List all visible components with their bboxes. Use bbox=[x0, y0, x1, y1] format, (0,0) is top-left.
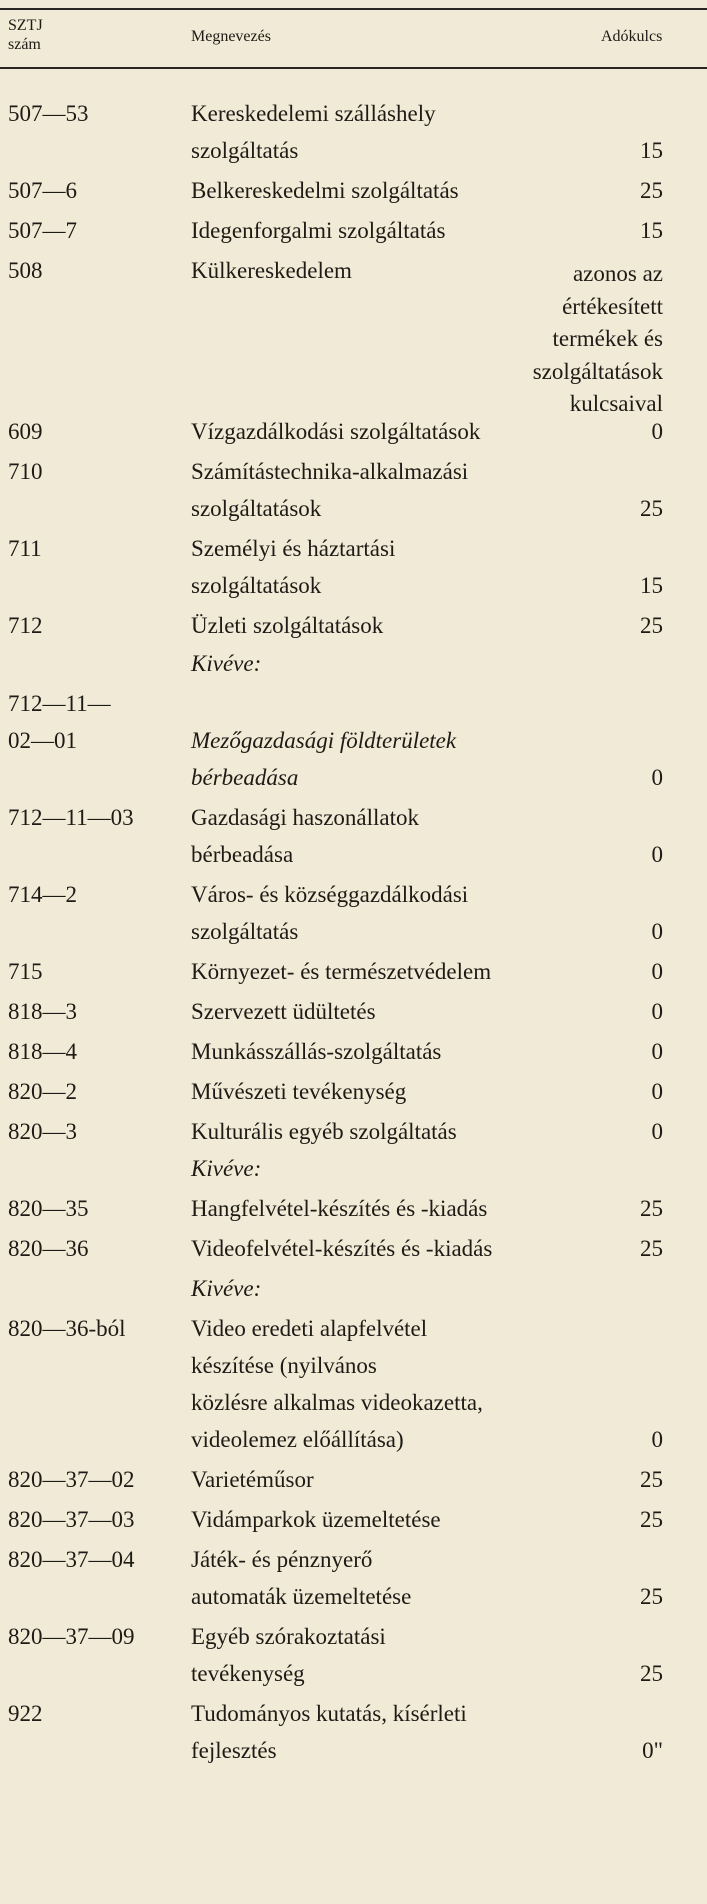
table-row bbox=[0, 1270, 707, 1310]
table-row bbox=[0, 913, 707, 953]
row-code: 715 bbox=[8, 959, 43, 984]
row-rate: 15 bbox=[640, 138, 663, 163]
row-name: videolemez előállítása) bbox=[191, 1427, 404, 1452]
header-code: SZTJ szám bbox=[8, 17, 43, 53]
table-row bbox=[0, 1618, 707, 1658]
row-rate: 15 bbox=[640, 573, 663, 598]
row-name: Kereskedelemi szálláshely bbox=[191, 101, 436, 126]
header-rule bbox=[0, 67, 707, 69]
row-name: Szervezett üdültetés bbox=[191, 999, 376, 1024]
table-row bbox=[0, 1113, 707, 1153]
table-row bbox=[0, 1655, 707, 1695]
row-name: fejlesztés bbox=[191, 1738, 277, 1763]
table-row bbox=[0, 453, 707, 493]
row-rate: 25 bbox=[640, 1196, 663, 1221]
table-row bbox=[0, 1073, 707, 1113]
row-rate: 0 bbox=[651, 1119, 663, 1144]
row-name: szolgáltatások bbox=[191, 573, 322, 598]
row-rate: 0 bbox=[651, 1427, 663, 1452]
row-code: 507—7 bbox=[8, 218, 77, 243]
row-code: 818—4 bbox=[8, 1039, 77, 1064]
table-row bbox=[0, 1347, 707, 1387]
row-code: 820—37—03 bbox=[8, 1507, 135, 1532]
row-name: Játék- és pénznyerő bbox=[191, 1547, 373, 1572]
row-rate: 0 bbox=[651, 919, 663, 944]
rate-line: termékek és bbox=[552, 326, 663, 351]
row-name: Környezet- és természetvédelem bbox=[191, 959, 492, 984]
row-name: Város- és községgazdálkodási bbox=[191, 882, 469, 907]
table-row bbox=[0, 1190, 707, 1230]
table-row bbox=[0, 836, 707, 876]
row-name: szolgáltatás bbox=[191, 919, 299, 944]
row-name: Gazdasági haszonállatok bbox=[191, 805, 419, 830]
row-name: Vidámparkok üzemeltetése bbox=[191, 1507, 441, 1532]
table-row bbox=[0, 172, 707, 212]
row-code: 714—2 bbox=[8, 882, 77, 907]
row-code: 711 bbox=[8, 536, 42, 561]
row-name: Idegenforgalmi szolgáltatás bbox=[191, 218, 446, 243]
row-rate: 25 bbox=[640, 178, 663, 203]
table-row bbox=[0, 1501, 707, 1541]
row-rate: 0 bbox=[651, 765, 663, 790]
table-row bbox=[0, 1732, 707, 1772]
table-row bbox=[0, 1695, 707, 1735]
row-name: Külkereskedelem bbox=[191, 258, 352, 283]
row-code: 922 bbox=[8, 1701, 43, 1726]
row-rate: 15 bbox=[640, 218, 663, 243]
row-name: Művészeti tevékenység bbox=[191, 1079, 407, 1104]
table-row bbox=[0, 799, 707, 839]
header-name: Megnevezés bbox=[191, 28, 271, 45]
row-rate: 0 bbox=[651, 959, 663, 984]
row-name: közlésre alkalmas videokazetta, bbox=[191, 1390, 483, 1415]
table-row bbox=[0, 1578, 707, 1618]
table-row bbox=[0, 567, 707, 607]
table-row bbox=[0, 1461, 707, 1501]
row-code: 712—11— bbox=[8, 691, 111, 716]
row-rate: 25 bbox=[640, 496, 663, 521]
row-code: 820—36 bbox=[8, 1236, 89, 1261]
row-name: Mezőgazdasági földterületek bbox=[191, 728, 457, 753]
row-rate: 0 bbox=[651, 999, 663, 1024]
row-code: 818—3 bbox=[8, 999, 77, 1024]
row-name: Egyéb szórakoztatási bbox=[191, 1624, 386, 1649]
table-row bbox=[0, 95, 707, 135]
table-row bbox=[0, 212, 707, 252]
table-row bbox=[0, 1541, 707, 1581]
row-rate: 25 bbox=[640, 1236, 663, 1261]
table-row bbox=[0, 1384, 707, 1424]
top-rule bbox=[0, 8, 707, 10]
row-name: Tudományos kutatás, kísérleti bbox=[191, 1701, 467, 1726]
row-name: bérbeadása bbox=[191, 765, 299, 790]
row-code: 507—6 bbox=[8, 178, 77, 203]
table-row bbox=[0, 530, 707, 570]
row-name: Munkásszállás-szolgáltatás bbox=[191, 1039, 442, 1064]
row-name: Üzleti szolgáltatások bbox=[191, 613, 384, 638]
table-row bbox=[0, 1150, 707, 1190]
row-rate: 25 bbox=[640, 613, 663, 638]
row-code: 02—01 bbox=[8, 728, 77, 753]
row-name: Kivéve: bbox=[191, 1276, 262, 1301]
row-name: Kivéve: bbox=[191, 651, 262, 676]
row-rate: 0" bbox=[642, 1738, 663, 1763]
row-name: Video eredeti alapfelvétel bbox=[191, 1316, 428, 1341]
table-row bbox=[0, 490, 707, 530]
row-code: 712 bbox=[8, 613, 43, 638]
table-row bbox=[0, 1310, 707, 1350]
row-name: Varietéműsor bbox=[191, 1467, 314, 1492]
row-name: Hangfelvétel-készítés és -kiadás bbox=[191, 1196, 488, 1221]
row-code: 820—36-ból bbox=[8, 1316, 126, 1341]
row-name: Számítástechnika-alkalmazási bbox=[191, 459, 469, 484]
row-code: 820—35 bbox=[8, 1196, 89, 1221]
row-name: készítése (nyilvános bbox=[191, 1353, 377, 1378]
row-name: Személyi és háztartási bbox=[191, 536, 396, 561]
row-rate: 25 bbox=[640, 1661, 663, 1686]
row-rate: 25 bbox=[640, 1507, 663, 1532]
header-rate: Adókulcs bbox=[601, 28, 663, 45]
row-name: bérbeadása bbox=[191, 842, 294, 867]
table-row bbox=[0, 993, 707, 1033]
row-code: 712—11—03 bbox=[8, 805, 134, 830]
table-row bbox=[0, 132, 707, 172]
row-name: Belkereskedelmi szolgáltatás bbox=[191, 178, 459, 203]
row-code: 820—37—09 bbox=[8, 1624, 135, 1649]
table-row bbox=[0, 759, 707, 799]
row-code: 508 bbox=[8, 258, 43, 283]
table-row bbox=[0, 645, 707, 685]
kulkereskedelem-rate bbox=[533, 258, 663, 421]
row-name: tevékenység bbox=[191, 1661, 305, 1686]
row-rate: 0 bbox=[651, 1039, 663, 1064]
row-code: 710 bbox=[8, 459, 43, 484]
row-name: Vízgazdálkodási szolgáltatások bbox=[191, 419, 481, 444]
rate-line: azonos az bbox=[572, 261, 663, 286]
table-row bbox=[0, 607, 707, 647]
table-row bbox=[0, 1421, 707, 1461]
row-code: 507—53 bbox=[8, 101, 89, 126]
row-rate: 0 bbox=[651, 419, 663, 444]
table-row bbox=[0, 1230, 707, 1270]
row-name: Kulturális egyéb szolgáltatás bbox=[191, 1119, 457, 1144]
row-name: szolgáltatás bbox=[191, 138, 299, 163]
row-name: Videofelvétel-készítés és -kiadás bbox=[191, 1236, 493, 1261]
rate-line: szolgáltatások bbox=[532, 358, 663, 384]
row-code: 820—37—02 bbox=[8, 1467, 135, 1492]
table-row bbox=[0, 953, 707, 993]
row-rate: 0 bbox=[651, 842, 663, 867]
row-rate: 25 bbox=[640, 1467, 663, 1492]
row-code: 609 bbox=[8, 419, 43, 444]
row-name: automaták üzemeltetése bbox=[191, 1584, 412, 1609]
rate-line: értékesített bbox=[562, 293, 663, 319]
row-code: 820—2 bbox=[8, 1079, 77, 1104]
row-rate: 25 bbox=[640, 1584, 663, 1609]
table-row bbox=[0, 722, 707, 762]
rate-line: kulcsaival bbox=[569, 391, 663, 416]
row-name: Kivéve: bbox=[191, 1156, 262, 1181]
table-row bbox=[0, 685, 707, 725]
row-name: szolgáltatások bbox=[191, 496, 322, 521]
table-row bbox=[0, 1033, 707, 1073]
row-code: 820—3 bbox=[8, 1119, 77, 1144]
row-rate: 0 bbox=[651, 1079, 663, 1104]
table-row bbox=[0, 876, 707, 916]
row-code: 820—37—04 bbox=[8, 1547, 135, 1572]
